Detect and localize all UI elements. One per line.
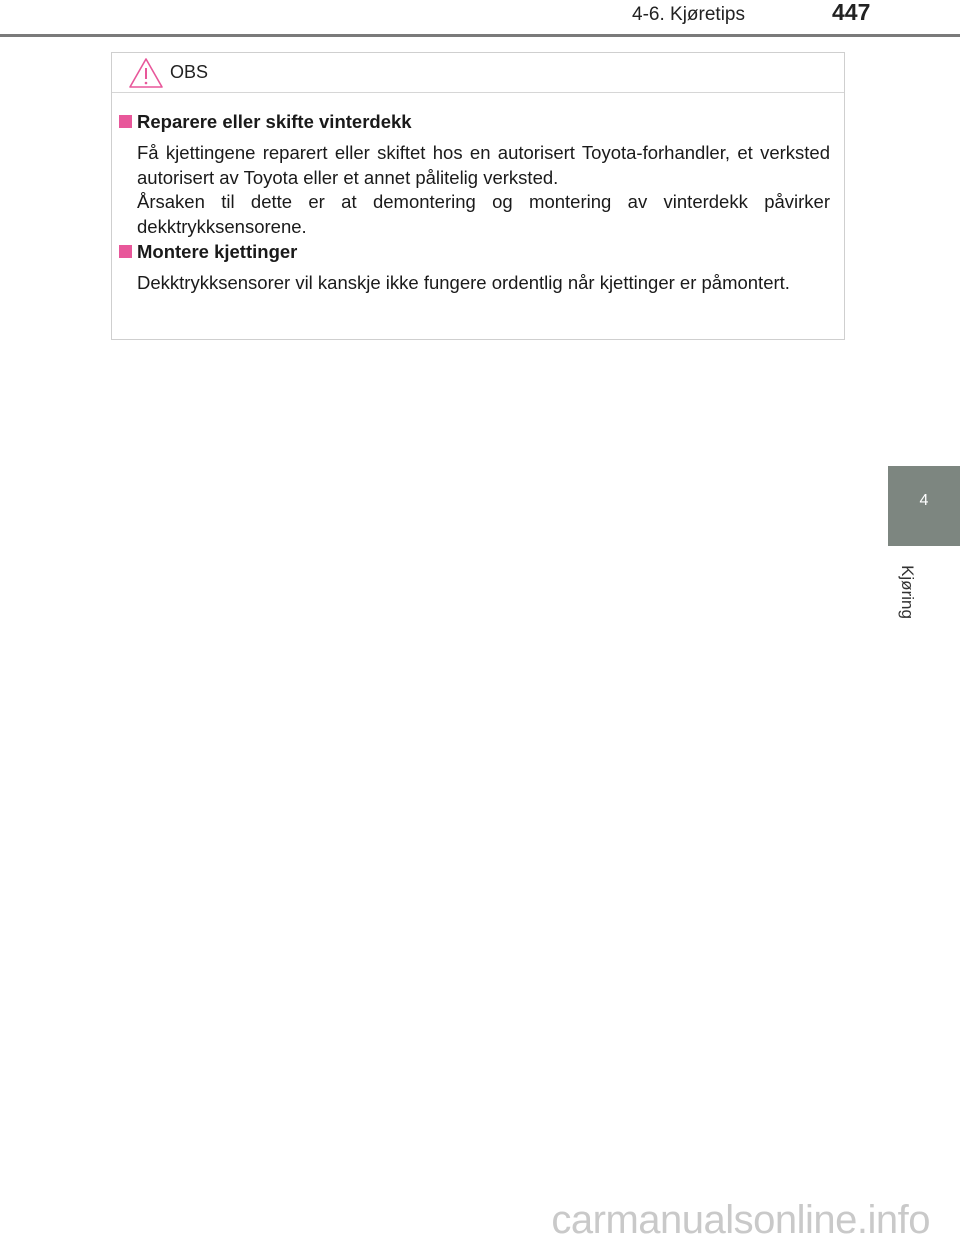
chapter-label bbox=[882, 560, 932, 624]
chapter-number: 4 bbox=[919, 492, 929, 509]
notice-item bbox=[112, 111, 844, 239]
item-heading bbox=[112, 111, 844, 135]
item-paragraph: Årsaken til dette er at demontering og montering av vinterdekk påvirker dekktrykksensorene. bbox=[137, 191, 830, 237]
bullet-square-icon bbox=[119, 115, 132, 128]
item-body bbox=[137, 141, 830, 239]
chapter-label-text: Kjøring bbox=[898, 565, 917, 619]
watermark: carmanualsonline.info bbox=[551, 1198, 930, 1242]
warning-triangle-icon bbox=[128, 57, 164, 89]
page-header bbox=[0, 0, 960, 38]
item-body bbox=[137, 271, 830, 296]
item-paragraph: Få kjettingene reparert eller skiftet hos en autorisert Toyota-forhandler, et verksted autorisert av Toyota eller et annet pålitelig verksted. bbox=[137, 142, 830, 188]
item-heading bbox=[112, 241, 844, 265]
header-rule bbox=[0, 34, 960, 37]
page-number: 447 bbox=[832, 0, 871, 25]
item-heading-text: Montere kjettinger bbox=[137, 241, 298, 262]
chapter-tab bbox=[888, 466, 960, 546]
section-title: 4-6. Kjøretips bbox=[632, 4, 745, 25]
notice-box bbox=[111, 52, 845, 340]
bullet-square-icon bbox=[119, 245, 132, 258]
notice-header bbox=[112, 53, 844, 93]
notice-title: OBS bbox=[170, 62, 209, 82]
notice-item bbox=[112, 241, 844, 296]
item-heading-text: Reparere eller skifte vinterdekk bbox=[137, 111, 412, 132]
item-paragraph: Dekktrykksensorer vil kanskje ikke fungere ordentlig når kjettinger er påmontert. bbox=[137, 272, 790, 293]
